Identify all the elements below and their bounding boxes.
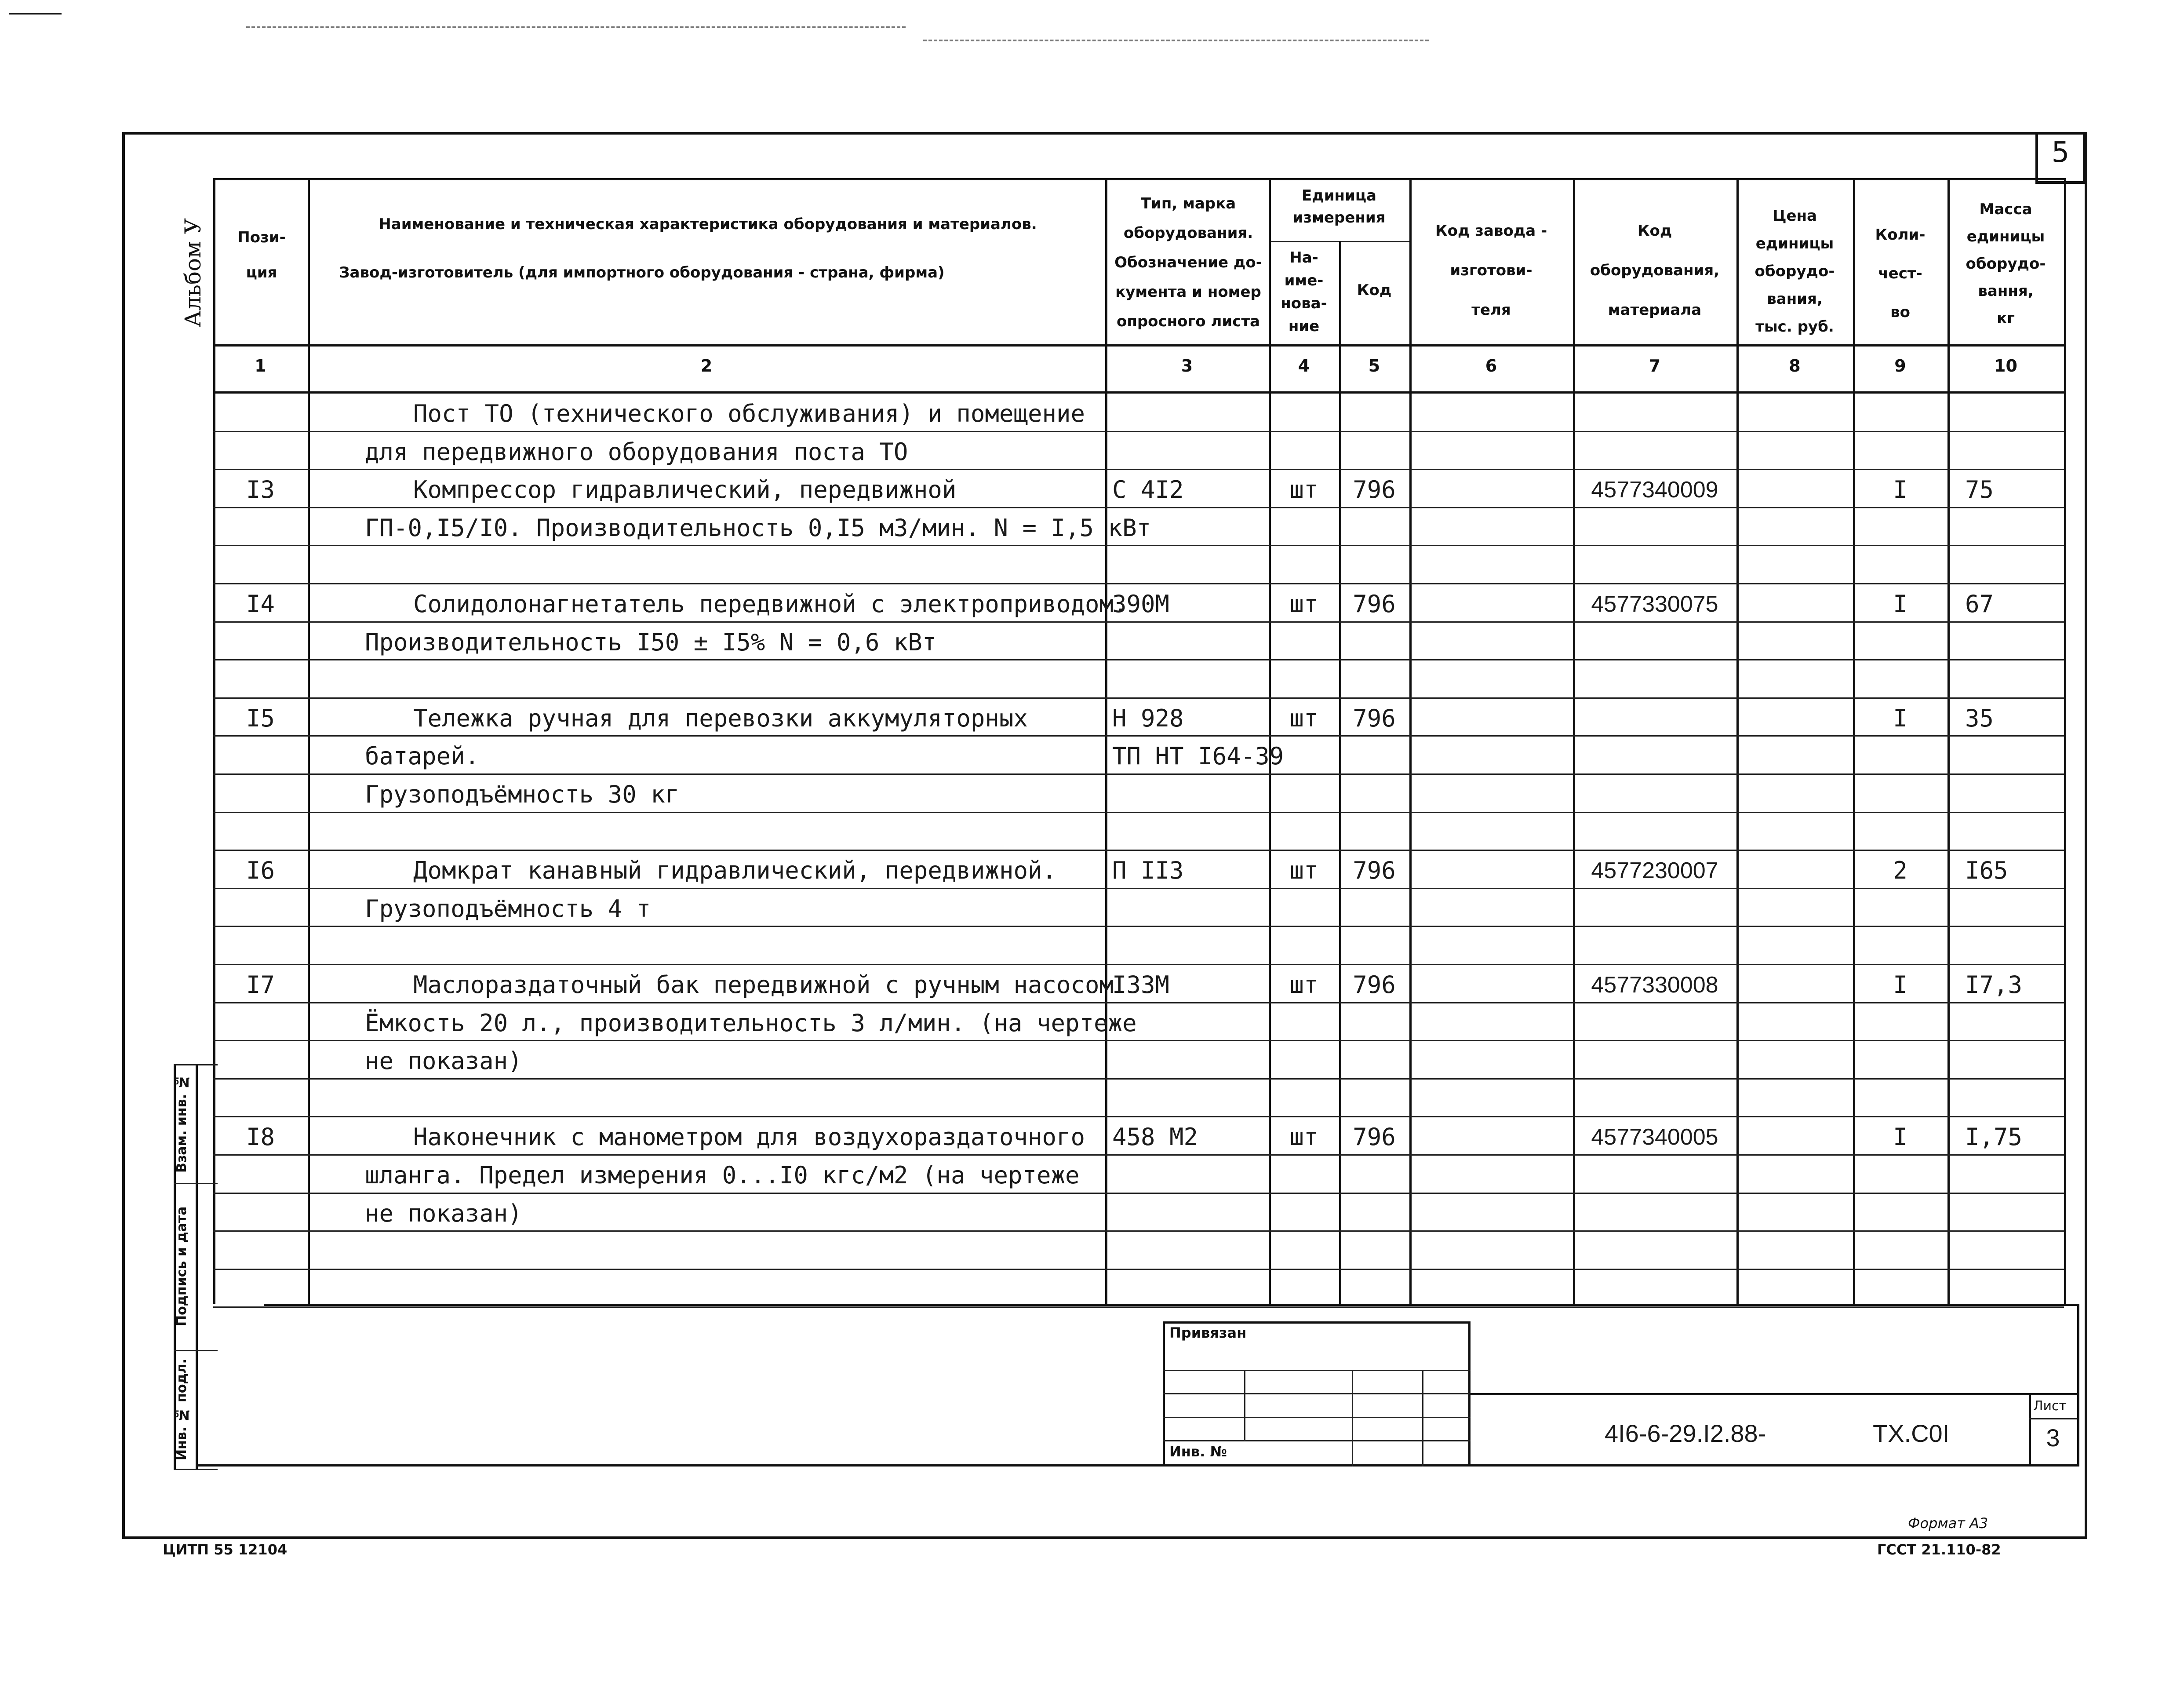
column-number: 4 [1298,356,1310,376]
row-type: ТП НТ I64-39 [1112,742,1284,770]
row-divider [213,773,2064,775]
table-right-line [2064,178,2066,1304]
row-divider [213,1306,2064,1308]
row-divider [213,1116,2064,1117]
header-quantity: Коли- чест- во [1875,226,1926,321]
header-type: Тип, марка оборудования. Обозначение до- кумента и номер опросного листа [1114,195,1262,330]
row-name: Домкрат канавный гидравлический, передвижной. [413,857,1056,885]
row-quantity: I [1893,590,1907,618]
stamp-replaced-inv: Взам. инв. № [174,1074,189,1173]
row-equipment-code: 4577330008 [1591,972,1718,998]
attached-col [1244,1370,1245,1440]
scan-artifact-line [923,40,1429,41]
row-divider [213,583,2064,584]
row-unit-code: 796 [1353,857,1396,885]
col-divider [1736,178,1739,1304]
row-divider [213,926,2064,927]
row-name: не показан) [365,1199,522,1227]
row-mass: I65 [1965,857,2008,885]
row-divider [213,964,2064,965]
row-divider [213,659,2064,660]
row-equipment-code: 4577230007 [1591,858,1718,884]
row-unit-code: 796 [1353,476,1396,504]
table-top-line [213,178,2064,180]
row-quantity: 2 [1893,857,1907,885]
row-type: 458 М2 [1112,1123,1198,1151]
row-position: I3 [246,476,275,504]
row-mass: 67 [1965,590,1994,618]
attached-row [1163,1370,1471,1371]
sheet-value: 3 [2046,1424,2060,1452]
row-unit-code: 796 [1353,590,1396,618]
row-position: I5 [246,704,275,732]
row-divider [213,850,2064,851]
row-name: Грузоподъёмность 30 кг [365,781,680,808]
row-position: I7 [246,971,275,999]
header-position: Пози- ция [237,229,286,281]
row-unit-name: шт [1289,1123,1318,1151]
attached-row [1163,1393,1471,1394]
title-block-top [1471,1393,2079,1395]
row-name: Наконечник с манометром для воздухораздаточного [413,1123,1085,1151]
row-divider [213,1078,2064,1080]
row-unit-code: 796 [1353,704,1396,732]
row-name: Маслораздаточный бак передвижной с ручным насосом [413,971,1114,999]
row-unit-code: 796 [1353,1123,1396,1151]
col-divider [308,178,310,1304]
attached-row [1163,1417,1471,1418]
inventory-number-label: Инв. № [1169,1443,1227,1460]
title-block-bottom [196,1464,2079,1467]
row-divider [213,1154,2064,1156]
row-divider [213,621,2064,623]
row-divider [213,1040,2064,1041]
row-unit-name: шт [1289,476,1318,504]
format-label: Формат А3 [1908,1515,1988,1532]
column-number: 3 [1181,356,1193,376]
stamp-divider [174,1350,218,1351]
header-unit-name: На- име- нова- ние [1281,249,1327,335]
row-quantity: I [1893,1123,1907,1151]
row-position: I6 [246,857,275,885]
column-number: 9 [1894,356,1906,376]
row-mass: 75 [1965,476,1994,504]
row-divider [213,431,2064,432]
header-factory-code: Код завода - изготови- теля [1435,222,1547,319]
row-type: П II3 [1112,857,1184,885]
column-number: 6 [1485,356,1497,376]
col-divider [1947,178,1950,1304]
row-unit-name: шт [1289,971,1318,999]
column-number: 8 [1789,356,1801,376]
row-unit-name: шт [1289,590,1318,618]
gost-label: ГССТ 21.110-82 [1877,1541,2001,1558]
row-divider [213,1230,2064,1232]
column-number: 10 [1994,356,2017,376]
column-number: 1 [255,356,266,376]
stamp-top [174,1064,218,1065]
stamp-original-inv: Инв. № подл. [174,1358,189,1460]
attached-col [1352,1370,1353,1467]
row-mass: 35 [1965,704,1994,732]
row-type: Н 928 [1112,704,1184,732]
stamp-inner-line [196,1064,198,1469]
header-mass: Масса единицы оборудо- вання, кг [1966,201,2046,327]
row-type: 390М [1112,590,1170,618]
row-divider [213,1193,2064,1194]
attached-row [1163,1440,1471,1441]
row-type: I33М [1112,971,1170,999]
row-name: Производительность I50 ± I5% N = 0,6 кВт [365,628,937,656]
row-name: Ёмкость 20 л., производительность 3 л/мин. (на чертеже [365,1009,1137,1037]
row-divider [213,469,2064,470]
row-divider [213,545,2064,546]
row-name: Компрессор гидравлический, передвижной [413,476,957,504]
row-quantity: I [1893,704,1907,732]
row-name: Солидолонагнетатель передвижной с электроприводом. [413,590,1128,618]
print-code: ЦИТП 55 12104 [163,1541,288,1558]
colnum-bottom-line [213,391,2064,394]
attached-label: Привязан [1169,1324,1247,1341]
row-quantity: I [1893,971,1907,999]
row-divider [213,735,2064,737]
row-name: для передвижного оборудования поста ТО [365,438,908,466]
sheet-label: Лист [2033,1398,2067,1414]
row-name: Грузоподъёмность 4 т [365,894,651,923]
table-bottom-line [264,1304,2079,1306]
row-position: I4 [246,590,275,618]
row-mass: I7,3 [1965,971,2023,999]
row-name: Тележка ручная для перевозки аккумуляторных [413,704,1028,732]
scan-artifact-line [246,26,906,28]
row-quantity: I [1893,476,1907,504]
row-divider [213,1002,2064,1003]
header-name-line1: Наименование и техническая характеристика оборудования и материалов. [379,215,1037,233]
row-name: Пост ТО (технического обслуживания) и помещение [413,400,1085,427]
row-name: не показан) [365,1047,522,1075]
sheet-cell-divider [2029,1418,2077,1419]
attached-col [1422,1370,1423,1467]
column-number: 7 [1649,356,1661,376]
header-unit-code: Код [1357,281,1392,299]
row-name: ГП-0,I5/I0. Производительность 0,I5 м3/мин. N = I,5 кВт [365,514,1151,542]
sheet-number: 5 [2051,136,2070,169]
title-block-right [2077,1304,2079,1467]
header-unit-group: Единица измерения [1292,187,1386,226]
row-unit-code: 796 [1353,971,1396,999]
row-divider [213,507,2064,508]
row-equipment-code: 4577340009 [1591,477,1718,503]
row-equipment-code: 4577340005 [1591,1124,1718,1150]
col-divider [1105,178,1107,1304]
row-name: батарей. [365,742,480,770]
stamp-divider [174,1183,218,1184]
row-unit-name: шт [1289,857,1318,885]
row-name: шланга. Предел измерения 0...I0 кгс/м2 (на чертеже [365,1161,1080,1189]
document-suffix: ТХ.С0I [1873,1419,1950,1447]
header-bottom-line [213,344,2064,347]
row-divider [213,1269,2064,1270]
row-unit-name: шт [1289,704,1318,732]
scan-artifact-line [9,13,62,15]
outer-frame [122,132,2087,1539]
row-position: I8 [246,1123,275,1151]
stamp-bottom [174,1469,218,1470]
row-divider [213,697,2064,699]
stamp-sign-date: Подпись и дата [174,1206,189,1327]
row-divider [213,888,2064,889]
column-number: 5 [1368,356,1380,376]
header-name-line2: Завод-изготовитель (для импортного оборудования - страна, фирма) [339,264,945,281]
row-type: С 4I2 [1112,476,1184,504]
document-code: 4I6-6-29.I2.88- [1605,1419,1766,1447]
header-equipment-code: Код оборудования, материала [1590,222,1720,319]
album-label: Альбом У [180,218,206,327]
column-number: 2 [700,356,713,376]
header-price: Цена единицы оборудо- вания, тыс. руб. [1754,207,1835,336]
row-divider [213,812,2064,813]
row-mass: I,75 [1965,1123,2023,1151]
row-equipment-code: 4577330075 [1591,591,1718,617]
col-divider [1409,178,1412,1304]
